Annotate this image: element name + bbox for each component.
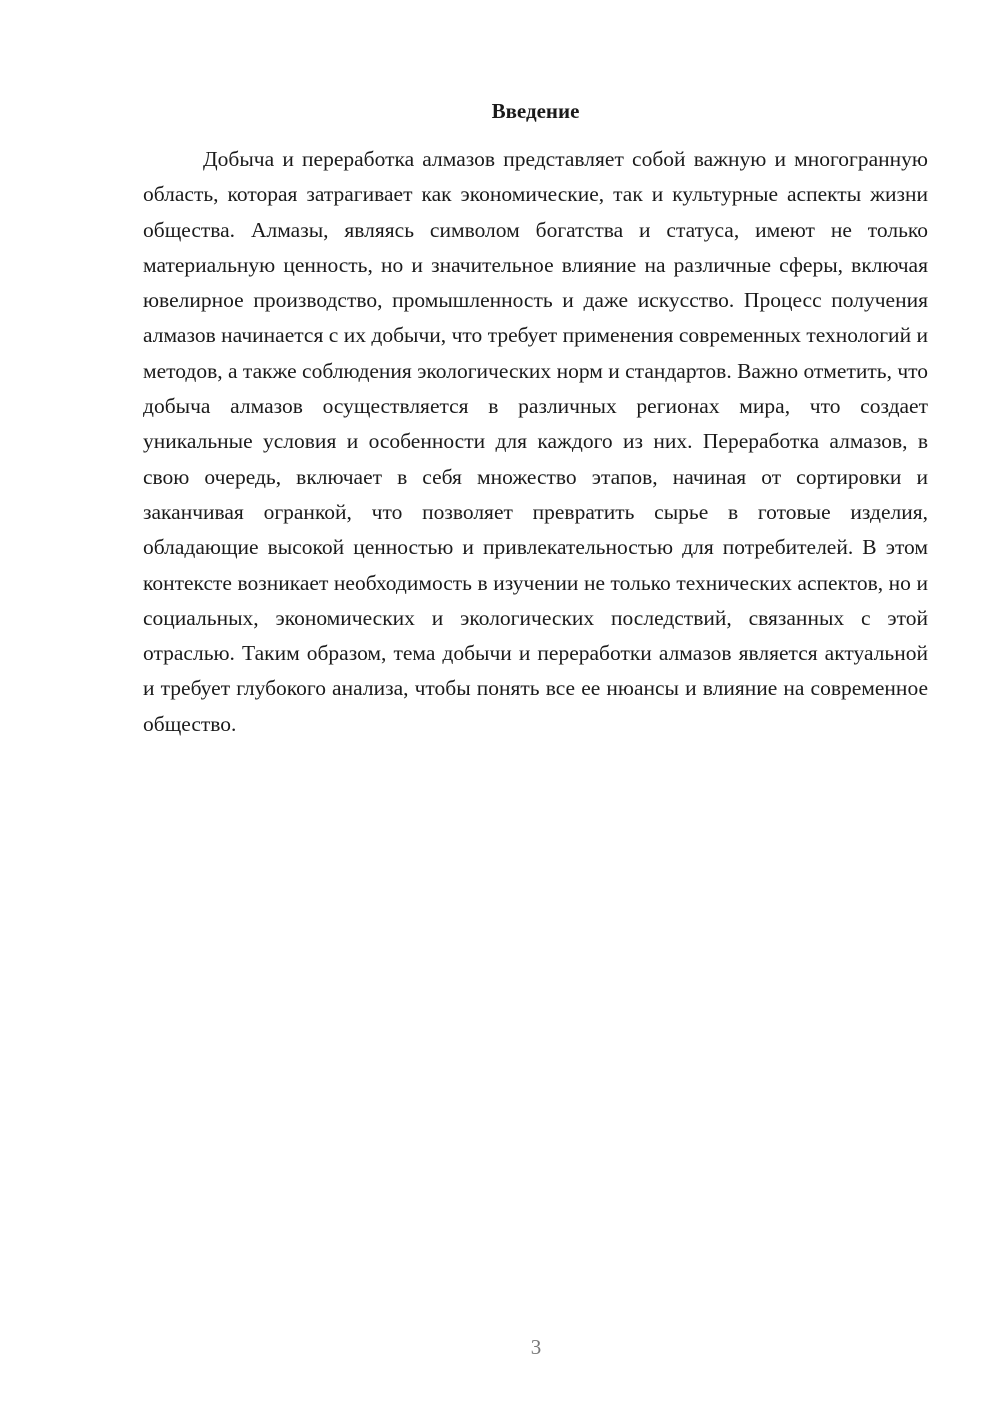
body-paragraph: Добыча и переработка алмазов представляет собой важную и многогранную область, которая затрагивает как экономические, так и культурные аспекты жизни общества. Алмазы, являясь символом богатства и статуса, имеют не только материальную ценность, но и значительное влияние на различные сферы, включая ювелирное производство, промышленность и даже искусство. Процесс получения алмазов начинается с их добычи, что требует применения современных технологий и методов, а также соблюдения экологических норм и стандартов. Важно отметить, что добыча алмазов осуществляется в различных регионах мира, что создает уникальные условия и особенности для каждого из них. Переработка алмазов, в свою очередь, включает в себя множество этапов, начиная от сортировки и заканчивая огранкой, что позволяет превратить сырье в готовые изделия, обладающие высокой ценностью и привлекательностью для потребителей. В этом контексте возникает необходимость в изучении не только технических аспектов, но и социальных, экономических и экологических последствий, связанных с этой отраслью. Таким образом, тема добычи и переработки алмазов является актуальной и требует глубокого анализа, чтобы понять все ее нюансы и влияние на современное общество. <box>143 147 928 736</box>
section-heading: Введение <box>491 99 580 123</box>
page-number: 3 <box>530 1335 542 1359</box>
